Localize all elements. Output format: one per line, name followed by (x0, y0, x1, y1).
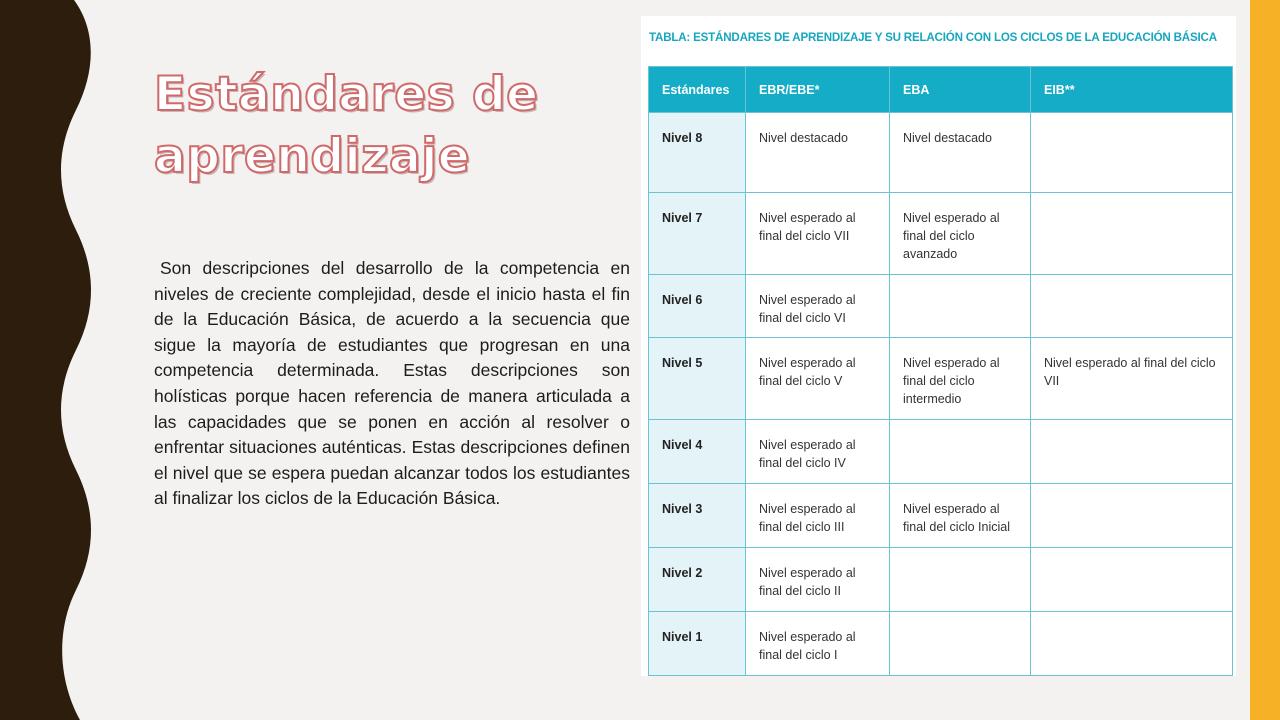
eba-cell: Nivel esperado al final del ciclo Inicial (890, 484, 1031, 548)
eba-cell: Nivel destacado (890, 113, 1031, 193)
table-row (649, 193, 1233, 275)
slide-title: Estándares de aprendizaje (154, 67, 539, 184)
slide-body-text: Son descripciones del desarrollo de la competencia en niveles de creciente complejidad, desde el inicio hasta el fin de la Educación Básica, de acuerdo a la secuencia que sigue la mayoría de estudiantes que progresan en una competencia determinada. Estas descripciones son holísticas porque hacen referencia de manera articulada a las capacidades que se ponen en acción al resolver o enfrentar situaciones auténticas. Estas descripciones definen el nivel que se espera puedan alcanzar todos los estudiantes al finalizar los ciclos de la Educación Básica. (154, 258, 630, 509)
table-row (649, 420, 1233, 484)
table-row (649, 275, 1233, 338)
ebr-cell: Nivel esperado al final del ciclo V (746, 338, 890, 420)
ebr-cell: Nivel esperado al final del ciclo VII (746, 193, 890, 275)
standards-table-card (641, 16, 1236, 676)
level-cell: Nivel 7 (649, 193, 746, 275)
eba-cell: Nivel esperado al final del ciclo avanzado (890, 193, 1031, 275)
level-cell: Nivel 4 (649, 420, 746, 484)
header-eba: EBA (890, 67, 1031, 113)
eib-cell (1031, 484, 1233, 548)
ebr-cell: Nivel destacado (746, 113, 890, 193)
level-cell: Nivel 6 (649, 275, 746, 338)
eba-cell (890, 612, 1031, 676)
table-row (649, 338, 1233, 420)
ebr-cell: Nivel esperado al final del ciclo I (746, 612, 890, 676)
eib-cell (1031, 275, 1233, 338)
level-cell: Nivel 3 (649, 484, 746, 548)
ebr-cell: Nivel esperado al final del ciclo II (746, 548, 890, 612)
eib-cell: Nivel esperado al final del ciclo VII (1031, 338, 1233, 420)
eib-cell (1031, 193, 1233, 275)
eba-cell (890, 420, 1031, 484)
level-cell: Nivel 8 (649, 113, 746, 193)
ebr-cell: Nivel esperado al final del ciclo III (746, 484, 890, 548)
left-wave-border (0, 0, 110, 720)
header-eib: EIB** (1031, 67, 1233, 113)
header-estandares: Estándares (649, 67, 746, 113)
table-caption: TABLA: ESTÁNDARES DE APRENDIZAJE Y SU RELACIÓN CON LOS CICLOS DE LA EDUCACIÓN BÁSICA (649, 31, 1217, 44)
table-row (649, 548, 1233, 612)
table-row (649, 612, 1233, 676)
standards-table (648, 66, 1233, 676)
wave-shape (0, 0, 91, 720)
eib-cell (1031, 548, 1233, 612)
level-cell: Nivel 5 (649, 338, 746, 420)
level-cell: Nivel 2 (649, 548, 746, 612)
eba-cell (890, 548, 1031, 612)
ebr-cell: Nivel esperado al final del ciclo IV (746, 420, 890, 484)
table-header-row (649, 67, 1233, 113)
header-ebr-ebe: EBR/EBE* (746, 67, 890, 113)
eba-cell: Nivel esperado al final del ciclo intermedio (890, 338, 1031, 420)
level-cell: Nivel 1 (649, 612, 746, 676)
table-row (649, 484, 1233, 548)
eib-cell (1031, 420, 1233, 484)
table-row (649, 113, 1233, 193)
eba-cell (890, 275, 1031, 338)
right-accent-bar (1250, 0, 1280, 720)
ebr-cell: Nivel esperado al final del ciclo VI (746, 275, 890, 338)
eib-cell (1031, 113, 1233, 193)
eib-cell (1031, 612, 1233, 676)
